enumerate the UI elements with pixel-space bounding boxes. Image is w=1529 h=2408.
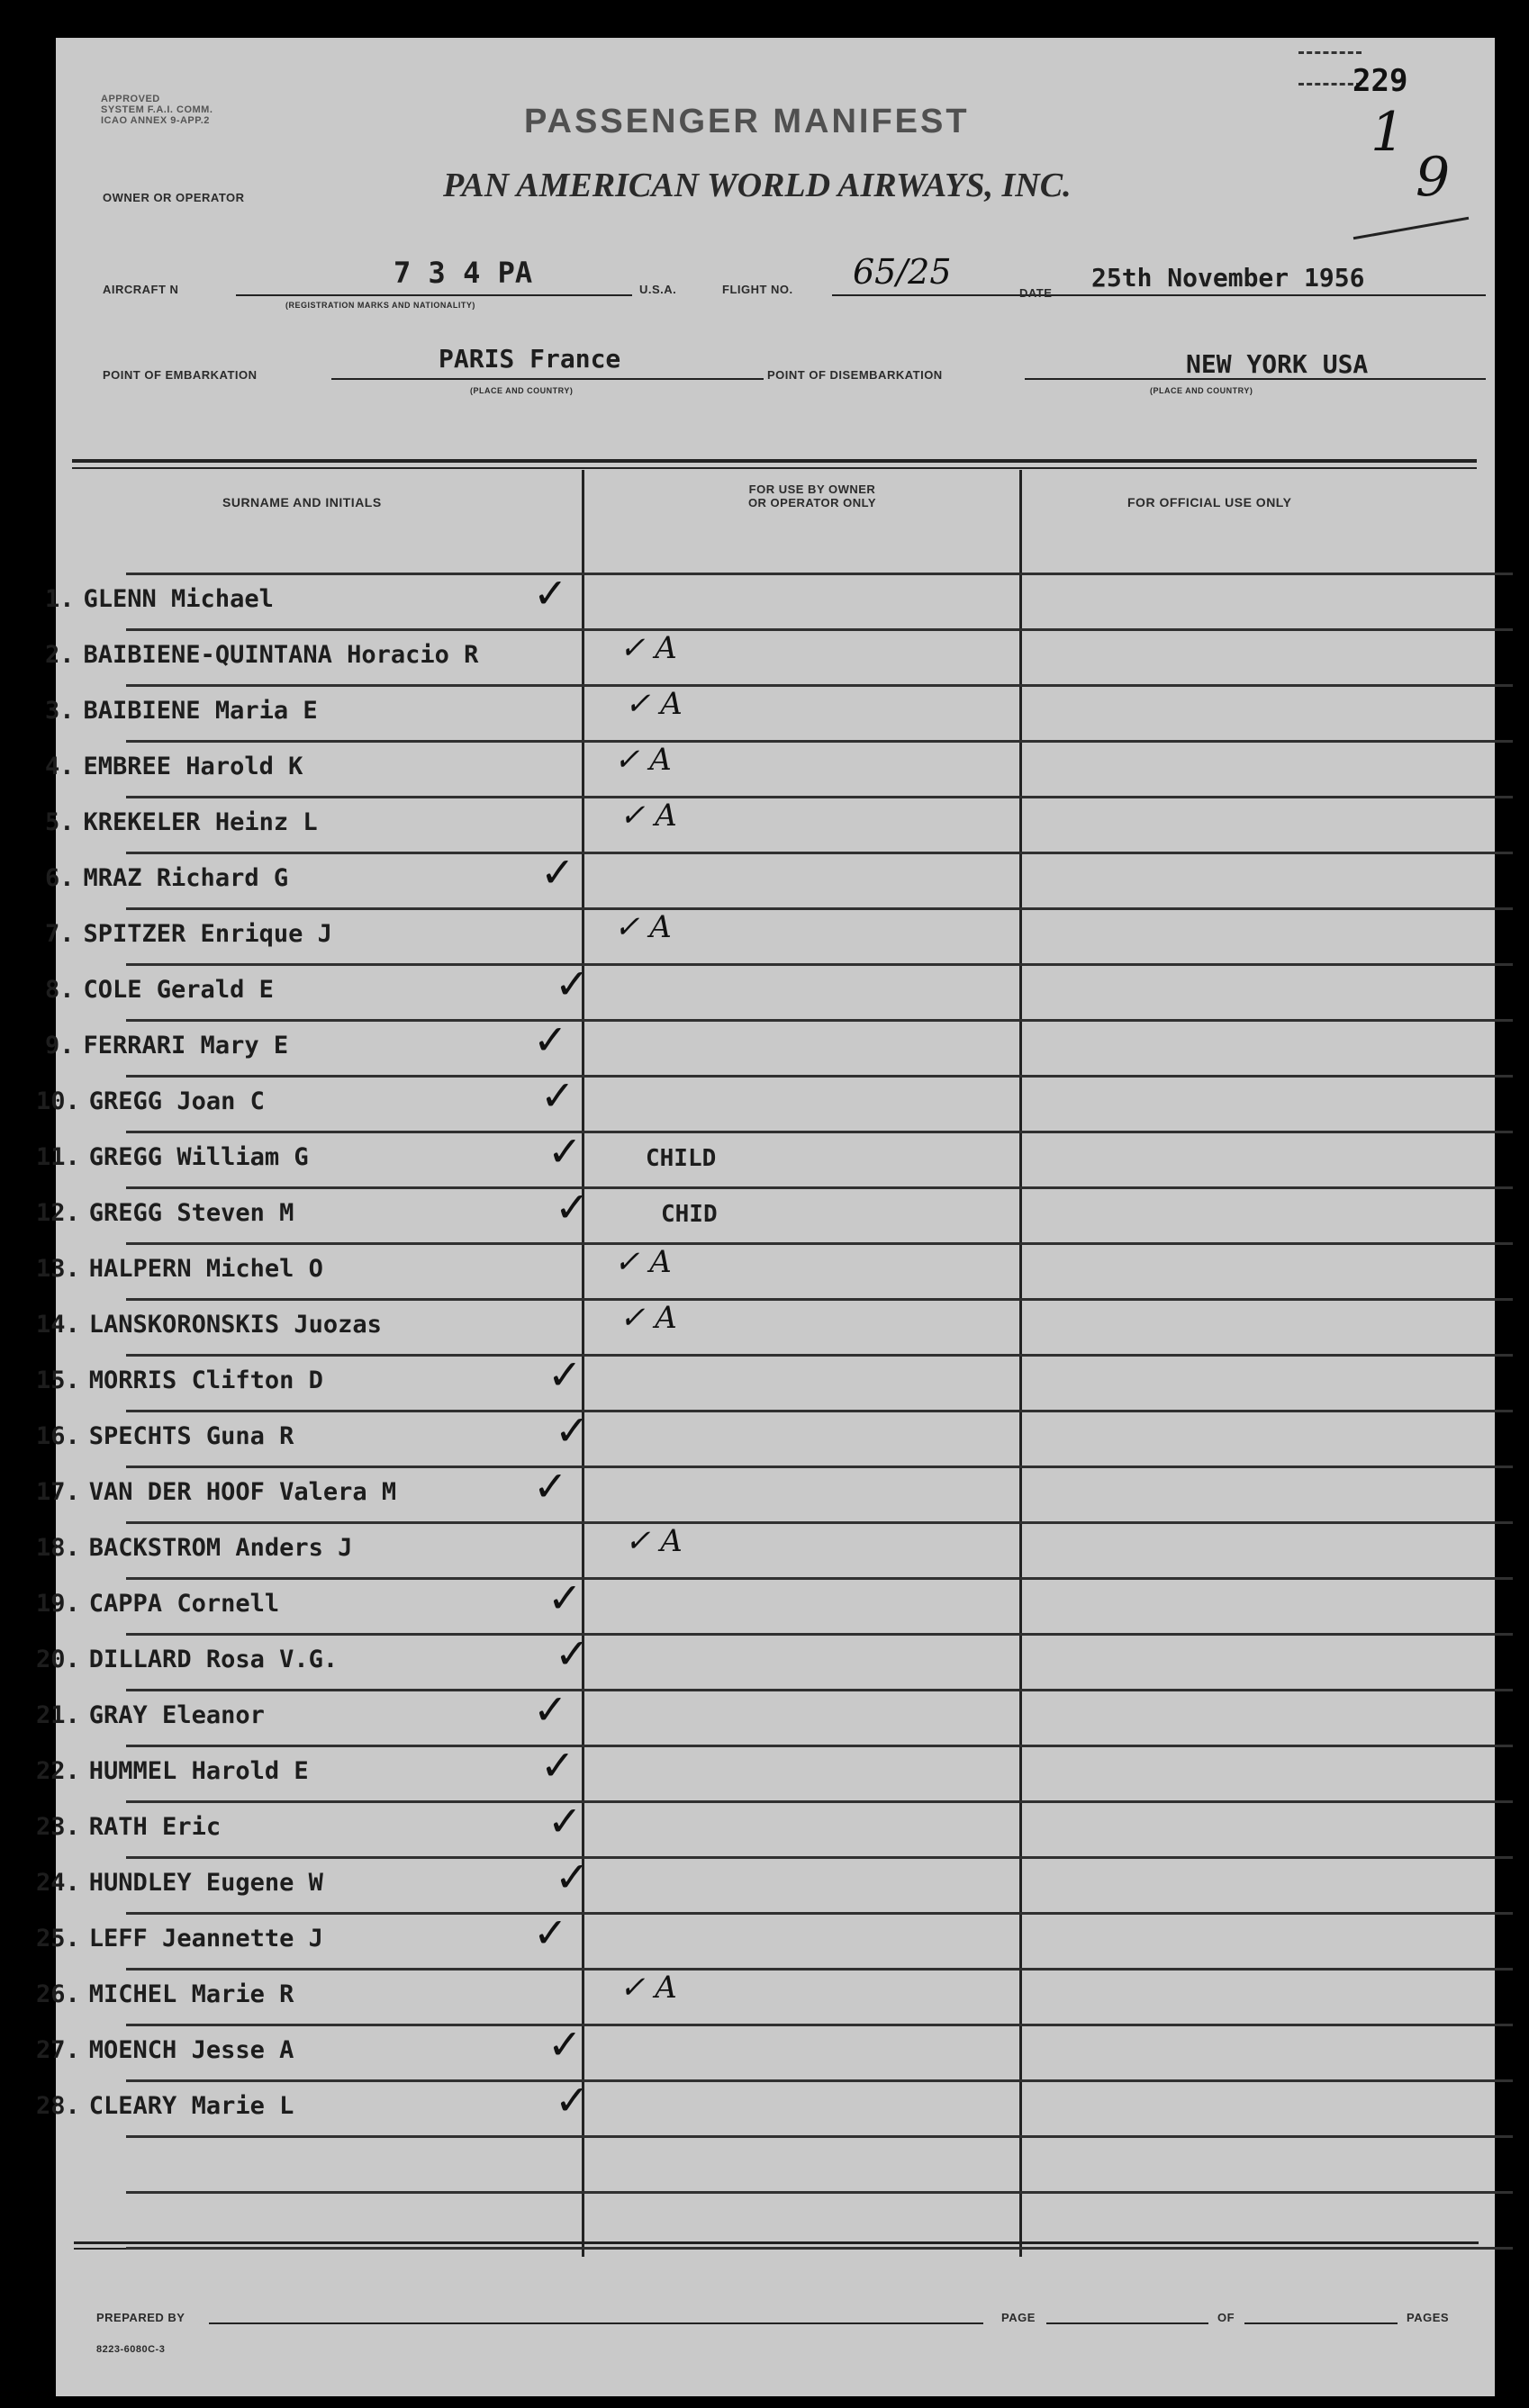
row-number: 28. <box>36 2092 80 2120</box>
checkmark-icon: ✓ <box>547 1350 583 1399</box>
table-top-rule <box>72 459 1477 463</box>
checkmark-icon: ✓ <box>555 1853 590 1901</box>
passenger-name <box>45 976 274 1004</box>
blank-row-rule <box>126 2247 1513 2250</box>
owner-note: CHID <box>661 1201 718 1228</box>
column-divider-2 <box>1019 470 1022 2257</box>
surname-and-initials: MICHEL Marie R <box>88 1980 294 2008</box>
row-rule <box>126 1466 1513 1468</box>
surname-and-initials: LANSKORONSKIS Juozas <box>88 1311 382 1339</box>
passenger-name <box>36 1590 279 1618</box>
passenger-name <box>36 1701 265 1729</box>
corner-dash-1 <box>1298 51 1362 54</box>
surname-and-initials: BAIBIENE-QUINTANA Horacio R <box>83 641 479 669</box>
checkmark-icon: ✓ <box>540 1071 575 1120</box>
owner-mark: ✓ A <box>620 630 677 666</box>
checkmark-icon: ✓ <box>555 960 590 1008</box>
fraction-bar <box>1353 217 1470 240</box>
row-number: 9. <box>45 1032 75 1060</box>
row-rule <box>126 1186 1513 1189</box>
column-header-owner <box>704 483 920 510</box>
row-number: 21. <box>36 1701 80 1729</box>
row-rule <box>126 573 1513 575</box>
row-rule <box>126 1075 1513 1078</box>
surname-and-initials: GLENN Michael <box>83 585 274 613</box>
row-rule <box>126 2024 1513 2026</box>
surname-and-initials: VAN DER HOOF Valera M <box>88 1478 397 1506</box>
row-number: 3. <box>45 697 75 725</box>
row-rule <box>126 1298 1513 1301</box>
row-number: 5. <box>45 808 75 836</box>
passenger-name <box>45 1032 288 1060</box>
checkmark-icon: ✓ <box>540 848 575 897</box>
manifest-sheet <box>36 38 1495 2396</box>
row-number: 15. <box>36 1366 80 1394</box>
row-rule <box>126 628 1513 631</box>
row-number: 4. <box>45 753 75 780</box>
row-number: 10. <box>36 1087 80 1115</box>
date-underline <box>1063 294 1486 296</box>
surname-and-initials: CLEARY Marie L <box>88 2092 294 2120</box>
of-label: OF <box>1217 2311 1235 2324</box>
disembarkation-label: POINT OF DISEMBARKATION <box>767 368 943 382</box>
passenger-name <box>36 1757 309 1785</box>
surname-and-initials: SPECHTS Guna R <box>88 1422 294 1450</box>
surname-and-initials: RATH Eric <box>88 1813 222 1841</box>
checkmark-icon: ✓ <box>533 1015 568 1064</box>
checkmark-icon: ✓ <box>555 1629 590 1678</box>
checkmark-icon: ✓ <box>555 1183 590 1231</box>
column-header-owner-line-2: OR OPERATOR ONLY <box>747 496 877 510</box>
passenger-name <box>36 2036 294 2064</box>
owner-mark: ✓ A <box>614 742 672 778</box>
passenger-name <box>36 1422 294 1450</box>
row-rule <box>126 1131 1513 1133</box>
owner-mark: ✓ A <box>614 909 672 945</box>
flight-label: FLIGHT NO. <box>722 283 793 296</box>
checkmark-icon: ✓ <box>555 1406 590 1455</box>
owner-mark: ✓ A <box>625 686 683 722</box>
checkmark-icon: ✓ <box>547 1574 583 1622</box>
approved-stamp <box>101 94 213 126</box>
owner-mark: ✓ A <box>620 798 677 834</box>
passenger-name <box>36 1366 323 1394</box>
row-rule <box>126 1633 1513 1636</box>
row-rule <box>126 1410 1513 1412</box>
surname-and-initials: MOENCH Jesse A <box>88 2036 294 2064</box>
owner-value: PAN AMERICAN WORLD AIRWAYS, INC. <box>443 167 1072 204</box>
row-rule <box>126 963 1513 966</box>
row-number: 11. <box>36 1143 80 1171</box>
fraction-denominator: 9 <box>1416 146 1451 209</box>
row-number: 20. <box>36 1646 80 1673</box>
fraction-numerator: 1 <box>1371 101 1406 164</box>
surname-and-initials: MORRIS Clifton D <box>88 1366 323 1394</box>
column-header-surname: SURNAME AND INITIALS <box>222 495 382 510</box>
row-rule <box>126 1242 1513 1245</box>
row-number: 16. <box>36 1422 80 1450</box>
surname-and-initials: GREGG Steven M <box>88 1199 294 1227</box>
owner-mark: ✓ A <box>620 1300 677 1336</box>
surname-and-initials: GREGG Joan C <box>88 1087 265 1115</box>
row-number: 7. <box>45 920 75 948</box>
surname-and-initials: LEFF Jeannette J <box>88 1925 323 1953</box>
embarkation-underline <box>331 378 764 380</box>
row-rule <box>126 1745 1513 1747</box>
passenger-name <box>45 753 303 780</box>
row-number: 22. <box>36 1757 80 1785</box>
aircraft-sublabel: (REGISTRATION MARKS AND NATIONALITY) <box>285 301 475 310</box>
checkmark-icon: ✓ <box>555 2076 590 2124</box>
date-label: DATE <box>1019 286 1053 300</box>
aircraft-value: 7 3 4 PA <box>394 256 533 290</box>
approved-line-3: ICAO ANNEX 9-APP.2 <box>101 115 210 126</box>
row-number: 12. <box>36 1199 80 1227</box>
row-number: 27. <box>36 2036 80 2064</box>
page-title: PASSENGER MANIFEST <box>524 103 970 140</box>
checkmark-icon: ✓ <box>547 2020 583 2069</box>
passenger-name <box>36 1478 396 1506</box>
disembarkation-sublabel: (PLACE AND COUNTRY) <box>1150 386 1253 395</box>
passenger-name <box>36 1869 323 1897</box>
form-number: 8223-6080C-3 <box>96 2344 166 2355</box>
owner-note: CHILD <box>646 1145 717 1172</box>
date-value: 25th November 1956 <box>1091 263 1365 293</box>
row-number: 8. <box>45 976 75 1004</box>
passenger-name <box>45 585 274 613</box>
page-number-handwritten: 229 <box>1353 63 1408 99</box>
column-header-official: FOR OFFICIAL USE ONLY <box>1127 495 1292 510</box>
surname-and-initials: COLE Gerald E <box>83 976 274 1004</box>
passenger-name <box>36 1087 265 1115</box>
row-number: 17. <box>36 1478 80 1506</box>
checkmark-icon: ✓ <box>547 1127 583 1176</box>
checkmark-icon: ✓ <box>547 1797 583 1845</box>
row-rule <box>126 1019 1513 1022</box>
row-number: 6. <box>45 864 75 892</box>
row-number: 23. <box>36 1813 80 1841</box>
prepared-label: PREPARED BY <box>96 2311 185 2324</box>
surname-and-initials: GRAY Eleanor <box>88 1701 265 1729</box>
checkmark-icon: ✓ <box>533 1908 568 1957</box>
surname-and-initials: MRAZ Richard G <box>83 864 289 892</box>
owner-mark: ✓ A <box>625 1523 683 1559</box>
embarkation-sublabel: (PLACE AND COUNTRY) <box>470 386 574 395</box>
row-rule <box>126 1689 1513 1691</box>
passenger-name <box>36 1255 323 1283</box>
prepared-underline <box>209 2322 983 2324</box>
passenger-name <box>36 2092 294 2120</box>
row-rule <box>126 1354 1513 1357</box>
row-number: 25. <box>36 1925 80 1953</box>
embarkation-label: POINT OF EMBARKATION <box>103 368 258 382</box>
surname-and-initials: BACKSTROM Anders J <box>88 1534 353 1562</box>
surname-and-initials: SPITZER Enrique J <box>83 920 332 948</box>
passenger-name <box>36 1813 221 1841</box>
surname-and-initials: KREKELER Heinz L <box>83 808 318 836</box>
row-number: 26. <box>36 1980 80 2008</box>
checkmark-icon: ✓ <box>533 569 568 618</box>
row-rule <box>126 740 1513 743</box>
checkmark-icon: ✓ <box>540 1741 575 1790</box>
embarkation-value: PARIS France <box>439 344 621 374</box>
page-underline <box>1046 2322 1208 2324</box>
aircraft-underline <box>236 294 632 296</box>
aircraft-label: AIRCRAFT N <box>103 283 179 296</box>
passenger-name <box>36 1534 352 1562</box>
passenger-name <box>45 864 288 892</box>
surname-and-initials: DILLARD Rosa V.G. <box>88 1646 339 1673</box>
of-underline <box>1244 2322 1398 2324</box>
row-rule <box>126 1968 1513 1971</box>
passenger-name <box>36 1143 309 1171</box>
row-rule <box>126 1577 1513 1580</box>
row-rule <box>126 1912 1513 1915</box>
approved-line-2: SYSTEM F.A.I. COMM. <box>101 104 213 115</box>
row-number: 18. <box>36 1534 80 1562</box>
surname-and-initials: HALPERN Michel O <box>88 1255 323 1283</box>
passenger-name <box>36 1199 294 1227</box>
row-rule <box>126 1856 1513 1859</box>
surname-and-initials: BAIBIENE Maria E <box>83 697 318 725</box>
table-top-rule-2 <box>72 467 1477 469</box>
pages-label: PAGES <box>1407 2311 1450 2324</box>
blank-row-rule <box>126 2191 1513 2194</box>
checkmark-icon: ✓ <box>533 1462 568 1511</box>
row-rule <box>126 1521 1513 1524</box>
approved-line-1: APPROVED <box>101 94 160 104</box>
row-number: 19. <box>36 1590 80 1618</box>
row-number: 14. <box>36 1311 80 1339</box>
owner-mark: ✓ A <box>620 1970 677 2006</box>
passenger-name <box>45 920 332 948</box>
usa-label: U.S.A. <box>639 283 677 296</box>
surname-and-initials: FERRARI Mary E <box>83 1032 289 1060</box>
table-bottom-rule <box>74 2241 1479 2244</box>
passenger-name <box>36 1646 338 1673</box>
passenger-name <box>36 1980 294 2008</box>
row-rule <box>126 907 1513 910</box>
flight-value: 65/25 <box>853 252 952 292</box>
surname-and-initials: EMBREE Harold K <box>83 753 303 780</box>
passenger-name <box>36 1925 323 1953</box>
surname-and-initials: HUNDLEY Eugene W <box>88 1869 323 1897</box>
passenger-name <box>45 697 318 725</box>
disembarkation-value: NEW YORK USA <box>1186 349 1369 379</box>
owner-mark: ✓ A <box>614 1244 672 1280</box>
passenger-name <box>45 641 478 669</box>
row-rule <box>126 852 1513 854</box>
row-number: 2. <box>45 641 75 669</box>
row-rule <box>126 2079 1513 2082</box>
checkmark-icon: ✓ <box>533 1685 568 1734</box>
row-rule <box>126 796 1513 798</box>
passenger-name <box>45 808 318 836</box>
blank-row-rule <box>126 2135 1513 2138</box>
surname-and-initials: GREGG William G <box>88 1143 309 1171</box>
passenger-name <box>36 1311 382 1339</box>
column-header-owner-line-1: FOR USE BY OWNER <box>748 483 876 496</box>
row-number: 24. <box>36 1869 80 1897</box>
row-number: 13. <box>36 1255 80 1283</box>
surname-and-initials: CAPPA Cornell <box>88 1590 280 1618</box>
owner-label: OWNER OR OPERATOR <box>103 191 245 204</box>
row-number: 1. <box>45 585 75 613</box>
row-rule <box>126 684 1513 687</box>
page-label: PAGE <box>1001 2311 1036 2324</box>
surname-and-initials: HUMMEL Harold E <box>88 1757 309 1785</box>
row-rule <box>126 1800 1513 1803</box>
